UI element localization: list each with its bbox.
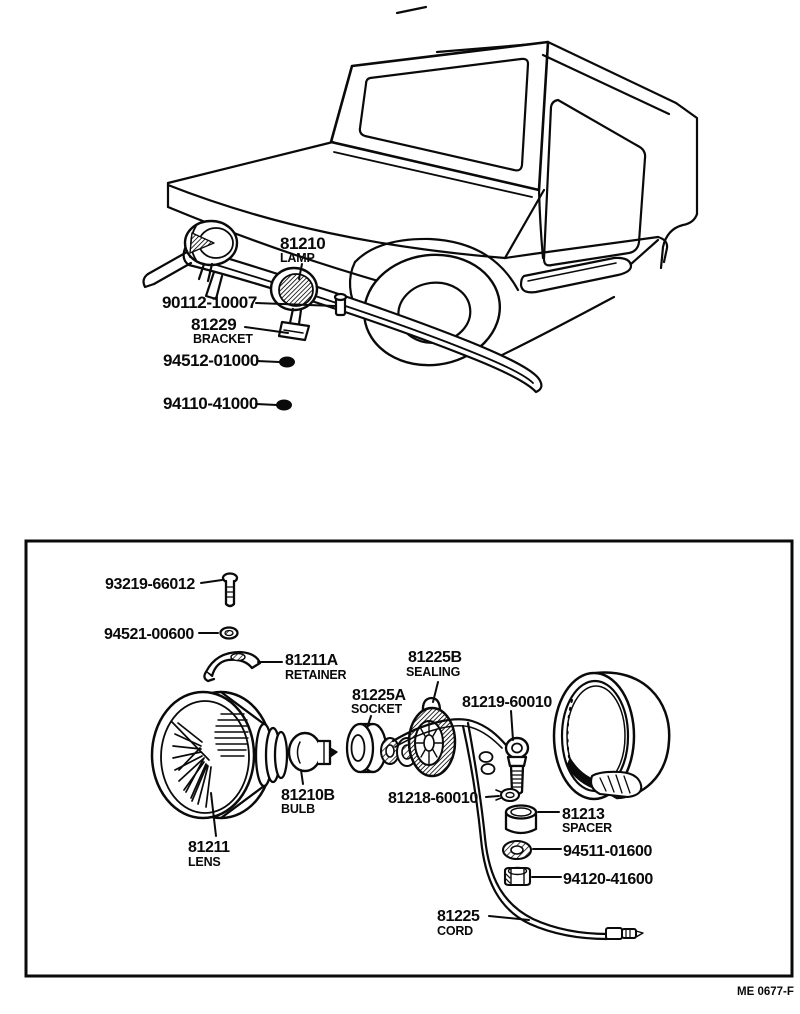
callout-81219-number: 81219-60010 xyxy=(462,694,552,711)
callout-81213-name: SPACER xyxy=(562,821,612,835)
callout-81225A-number: 81225A xyxy=(352,687,406,704)
lamp-housing-part xyxy=(554,672,669,799)
hex-nut-part xyxy=(505,868,530,886)
callout-81211-number: 81211 xyxy=(188,839,230,856)
bumper-bolt xyxy=(335,294,346,315)
drawing-code: ME 0677-F xyxy=(737,986,794,998)
callout-81210B-name: BULB xyxy=(281,802,315,816)
callout-81211A-number: 81211A xyxy=(285,652,338,669)
callout-81211A-name: RETAINER xyxy=(285,668,347,682)
callout-94110-number: 94110-41000 xyxy=(163,394,258,413)
callout-81211-name: LENS xyxy=(188,855,221,869)
callout-94120-number: 94120-41600 xyxy=(563,871,653,888)
callout-81213-number: 81213 xyxy=(562,806,605,823)
callout-93219-number: 93219-66012 xyxy=(105,576,195,593)
screw-dot-94512 xyxy=(280,358,294,367)
callout-81210-name: LAMP xyxy=(280,251,315,265)
callout-81225-number: 81225 xyxy=(437,908,480,925)
callout-81225A-name: SOCKET xyxy=(351,702,402,716)
washer-part xyxy=(503,841,531,859)
spacer-part xyxy=(506,806,536,834)
callout-94512-number: 94512-01000 xyxy=(163,351,259,370)
callout-81229-name: BRACKET xyxy=(193,332,253,346)
screw-part xyxy=(223,574,237,607)
callout-90112-number: 90112-10007 xyxy=(162,293,257,312)
screw-dot-94110 xyxy=(277,401,291,410)
callout-94521-number: 94521-00600 xyxy=(104,626,194,643)
callout-81210B-number: 81210B xyxy=(281,787,335,804)
windshield xyxy=(331,42,548,190)
callout-81225B-name: SEALING xyxy=(406,665,461,679)
callout-81225-name: CORD xyxy=(437,924,474,938)
callout-81225B-number: 81225B xyxy=(408,649,462,666)
callout-94511-number: 94511-01600 xyxy=(563,843,653,860)
callout-81229-number: 81229 xyxy=(191,315,237,334)
small-nut-part xyxy=(221,628,238,639)
callout-81218-number: 81218-60010 xyxy=(388,790,478,807)
roof-line xyxy=(397,7,426,13)
callout-81210-number: 81210 xyxy=(280,234,326,253)
